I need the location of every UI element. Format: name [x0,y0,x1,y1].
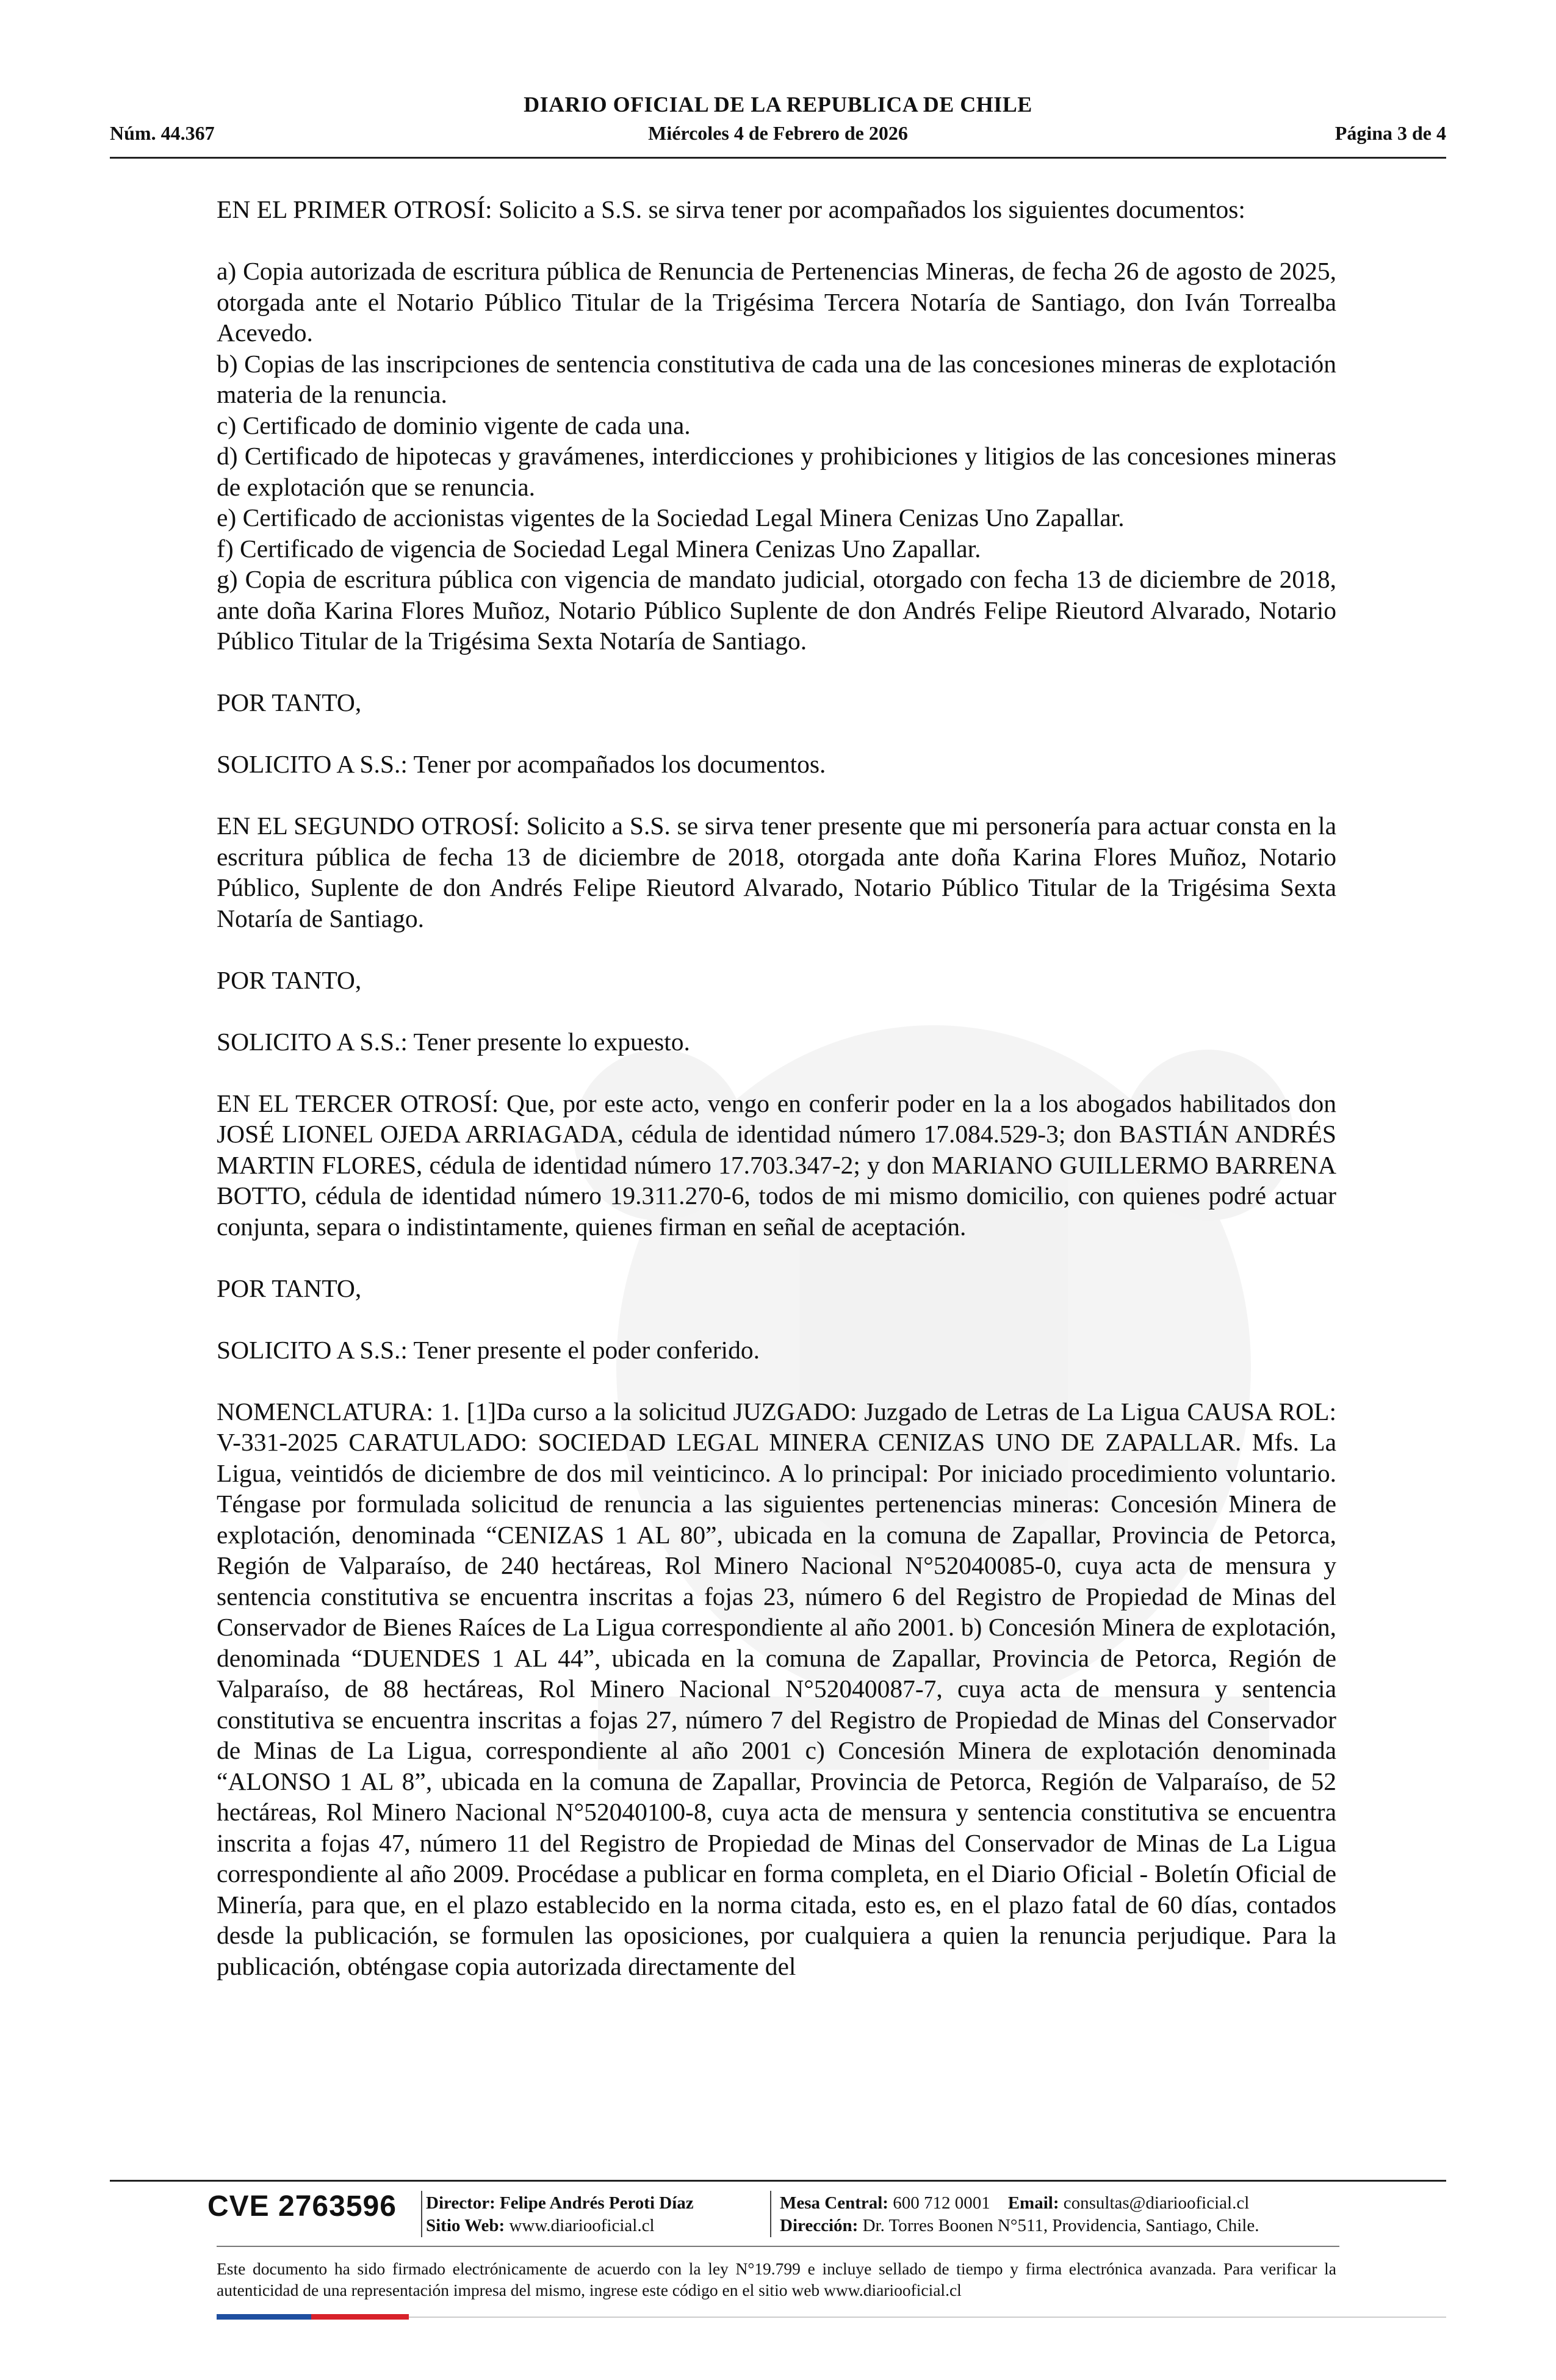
footer-divider [110,2180,1446,2182]
body-paragraph: EN EL PRIMER OTROSÍ: Solicito a S.S. se sirva tener por acompañados los siguientes documentos: [217,195,1245,223]
paragraph-spacer [217,995,1336,1026]
body-paragraph: POR TANTO, [217,688,362,716]
footer-divider-secondary [217,2246,1339,2247]
director-label: Director: [426,2193,495,2213]
paragraph-spacer [217,1365,1336,1396]
footer-separator [770,2191,771,2237]
site-link[interactable]: www.diariooficial.cl [509,2216,655,2235]
body-paragraph: POR TANTO, [217,1274,362,1302]
footer-separator [421,2191,422,2237]
paragraph-spacer [217,718,1336,749]
newspaper-title: DIARIO OFICIAL DE LA REPUBLICA DE CHILE [524,92,1032,117]
flag-blue-segment [217,2314,311,2320]
body-paragraph: SOLICITO A S.S.: Tener por acompañados los documentos. [217,750,826,778]
page-indicator: Página 3 de 4 [1334,122,1446,144]
flag-rule [409,2317,1446,2318]
body-paragraph: c) Certificado de dominio vigente de cada una. [217,411,691,439]
mesa-label: Mesa Central: [780,2193,888,2213]
body-paragraph: d) Certificado de hipotecas y gravámenes, interdicciones y prohibiciones y litigios de las concesiones mineras de explotación que se renuncia. [217,442,1336,501]
email-label: Email: [1007,2193,1059,2213]
paragraph-spacer [217,1304,1336,1335]
body-paragraph: SOLICITO A S.S.: Tener presente lo expuesto. [217,1027,690,1056]
body-paragraph: g) Copia de escritura pública con vigencia de mandato judicial, otorgado con fecha 13 de diciembre de 2018, ante doña Karina Flores Muñoz, Notario Público Suplente de don Andrés Felipe Rieutord Alvarado, Notario Público Titular de la Trigésima Sexta Notaría de Santiago. [217,565,1336,655]
header-divider [110,157,1446,159]
footer-contact-block [780,2192,1259,2237]
paragraph-spacer [217,934,1336,965]
paragraph-spacer [217,780,1336,811]
site-label: Sitio Web: [426,2216,505,2235]
document-body [217,194,1336,1982]
issue-date: Miércoles 4 de Febrero de 2026 [648,122,908,144]
body-paragraph: b) Copias de las inscripciones de sentencia constitutiva de cada una de las concesiones mineras de explotación materia de la renuncia. [217,349,1336,408]
body-paragraph: SOLICITO A S.S.: Tener presente el poder conferido. [217,1335,760,1364]
email-link[interactable]: consultas@diariooficial.cl [1063,2193,1250,2213]
director-value: Felipe Andrés Peroti Díaz [500,2193,694,2213]
legal-text: Este documento ha sido firmado electrónicamente de acuerdo con la ley N°19.799 e incluye sellado de tiempo y firma electrónica avanzada. Para verificar la autenticidad de una representación impresa del mismo, ingrese este código en el sitio web www.diariooficial.cl [217,2259,1336,2299]
footer-director-block [426,2192,694,2237]
issue-number: Núm. 44.367 [110,122,215,144]
body-paragraph: NOMENCLATURA: 1. [1]Da curso a la solicitud JUZGADO: Juzgado de Letras de La Ligua CAUSA ROL: V-331-2025 CARATULADO: SOCIEDAD LEGAL MINERA CENIZAS UNO DE ZAPALLAR. Mfs. La Ligua, veintidós de diciembre de dos mil veinticinco. A lo principal: Por iniciado procedimiento voluntario. Téngase por formulada solicitud de renuncia a las siguientes pertenencias mineras: Concesión Minera de explotación, denominada “CENIZAS 1 AL 80”, ubicada en la comuna de Zapallar, Provincia de Petorca, Región de Valparaíso, de 240 hectáreas, Rol Minero Nacional N°52040085-0, cuya acta de mensura y sentencia constitutiva se encuentra inscritas a fojas 23, número 6 del Registro de Propiedad de Minas del Conservador de Bienes Raíces de La Ligua correspondiente al año 2001. b) Concesión Minera de explotación, denominada “DUENDES 1 AL 44”, ubicada en la comuna de Zapallar, Provincia de Petorca, Región de Valparaíso, de 88 hectáreas, Rol Minero Nacional N°52040087-7, cuya acta de mensura y sentencia constitutiva se encuentra inscritas a fojas 27, número 7 del Registro de Propiedad de Minas del Conservador de Minas de La Ligua, correspondiente al año 2001 c) Concesión Minera de explotación denominada “ALONSO 1 AL 8”, ubicada en la comuna de Zapallar, Provincia de Petorca, Región de Valparaíso, de 52 hectáreas, Rol Minero Nacional N°52040100-8, cuya acta de mensura y sentencia constitutiva se encuentra inscrita a fojas 47, número 11 del Registro de Propiedad de Minas del Conservador de Minas de La Ligua correspondiente al año 2009. Procédase a publicar en forma completa, en el Diario Oficial - Boletín Oficial de Minería, para que, en el plazo establecido en la norma citada, esto es, en el plazo fatal de 60 días, contados desde la publicación, se formulen las oposiciones, por cualquiera a quien la renuncia perjudique. Para la publicación, obténgase copia autorizada directamente del [217,1397,1336,1980]
body-paragraph: f) Certificado de vigencia de Sociedad Legal Minera Cenizas Uno Zapallar. [217,534,981,563]
flag-red-segment [311,2314,409,2320]
address-label: Dirección: [780,2216,859,2235]
address-value: Dr. Torres Boonen N°511, Providencia, Santiago, Chile. [862,2216,1259,2235]
page-header [110,92,1446,153]
paragraph-spacer [217,657,1336,688]
cve-code: CVE 2763596 [207,2190,397,2223]
body-paragraph: POR TANTO, [217,965,362,994]
flag-bar [217,2314,409,2320]
legal-notice [217,2258,1336,2301]
paragraph-spacer [217,225,1336,256]
body-paragraph: a) Copia autorizada de escritura pública de Renuncia de Pertenencias Mineras, de fecha 26 de agosto de 2025, otorgada ante el Notario Público Titular de la Trigésima Tercera Notaría de Santiago, don Iván Torrealba Acevedo. [217,257,1336,347]
paragraph-spacer [217,1242,1336,1273]
body-paragraph: EN EL SEGUNDO OTROSÍ: Solicito a S.S. se sirva tener presente que mi personería para actuar consta en la escritura pública de fecha 13 de diciembre de 2018, otorgada ante doña Karina Flores Muñoz, Notario Público, Suplente de don Andrés Felipe Rieutord Alvarado, Notario Público Titular de la Trigésima Sexta Notaría de Santiago. [217,812,1336,932]
paragraph-spacer [217,1057,1336,1088]
body-paragraph: EN EL TERCER OTROSÍ: Que, por este acto, vengo en conferir poder en la a los abogados habilitados don JOSÉ LIONEL OJEDA ARRIAGADA, cédula de identidad número 17.084.529-3; don BASTIÁN ANDRÉS MARTIN FLORES, cédula de identidad número 17.703.347-2; y don MARIANO GUILLERMO BARRENA BOTTO, cédula de identidad número 19.311.270-6, todos de mi mismo domicilio, con quienes podré actuar conjunta, separa o indistintamente, quienes firman en señal de aceptación. [217,1089,1336,1241]
body-paragraph: e) Certificado de accionistas vigentes de la Sociedad Legal Minera Cenizas Uno Zapallar. [217,503,1125,532]
mesa-value: 600 712 0001 [893,2193,990,2213]
